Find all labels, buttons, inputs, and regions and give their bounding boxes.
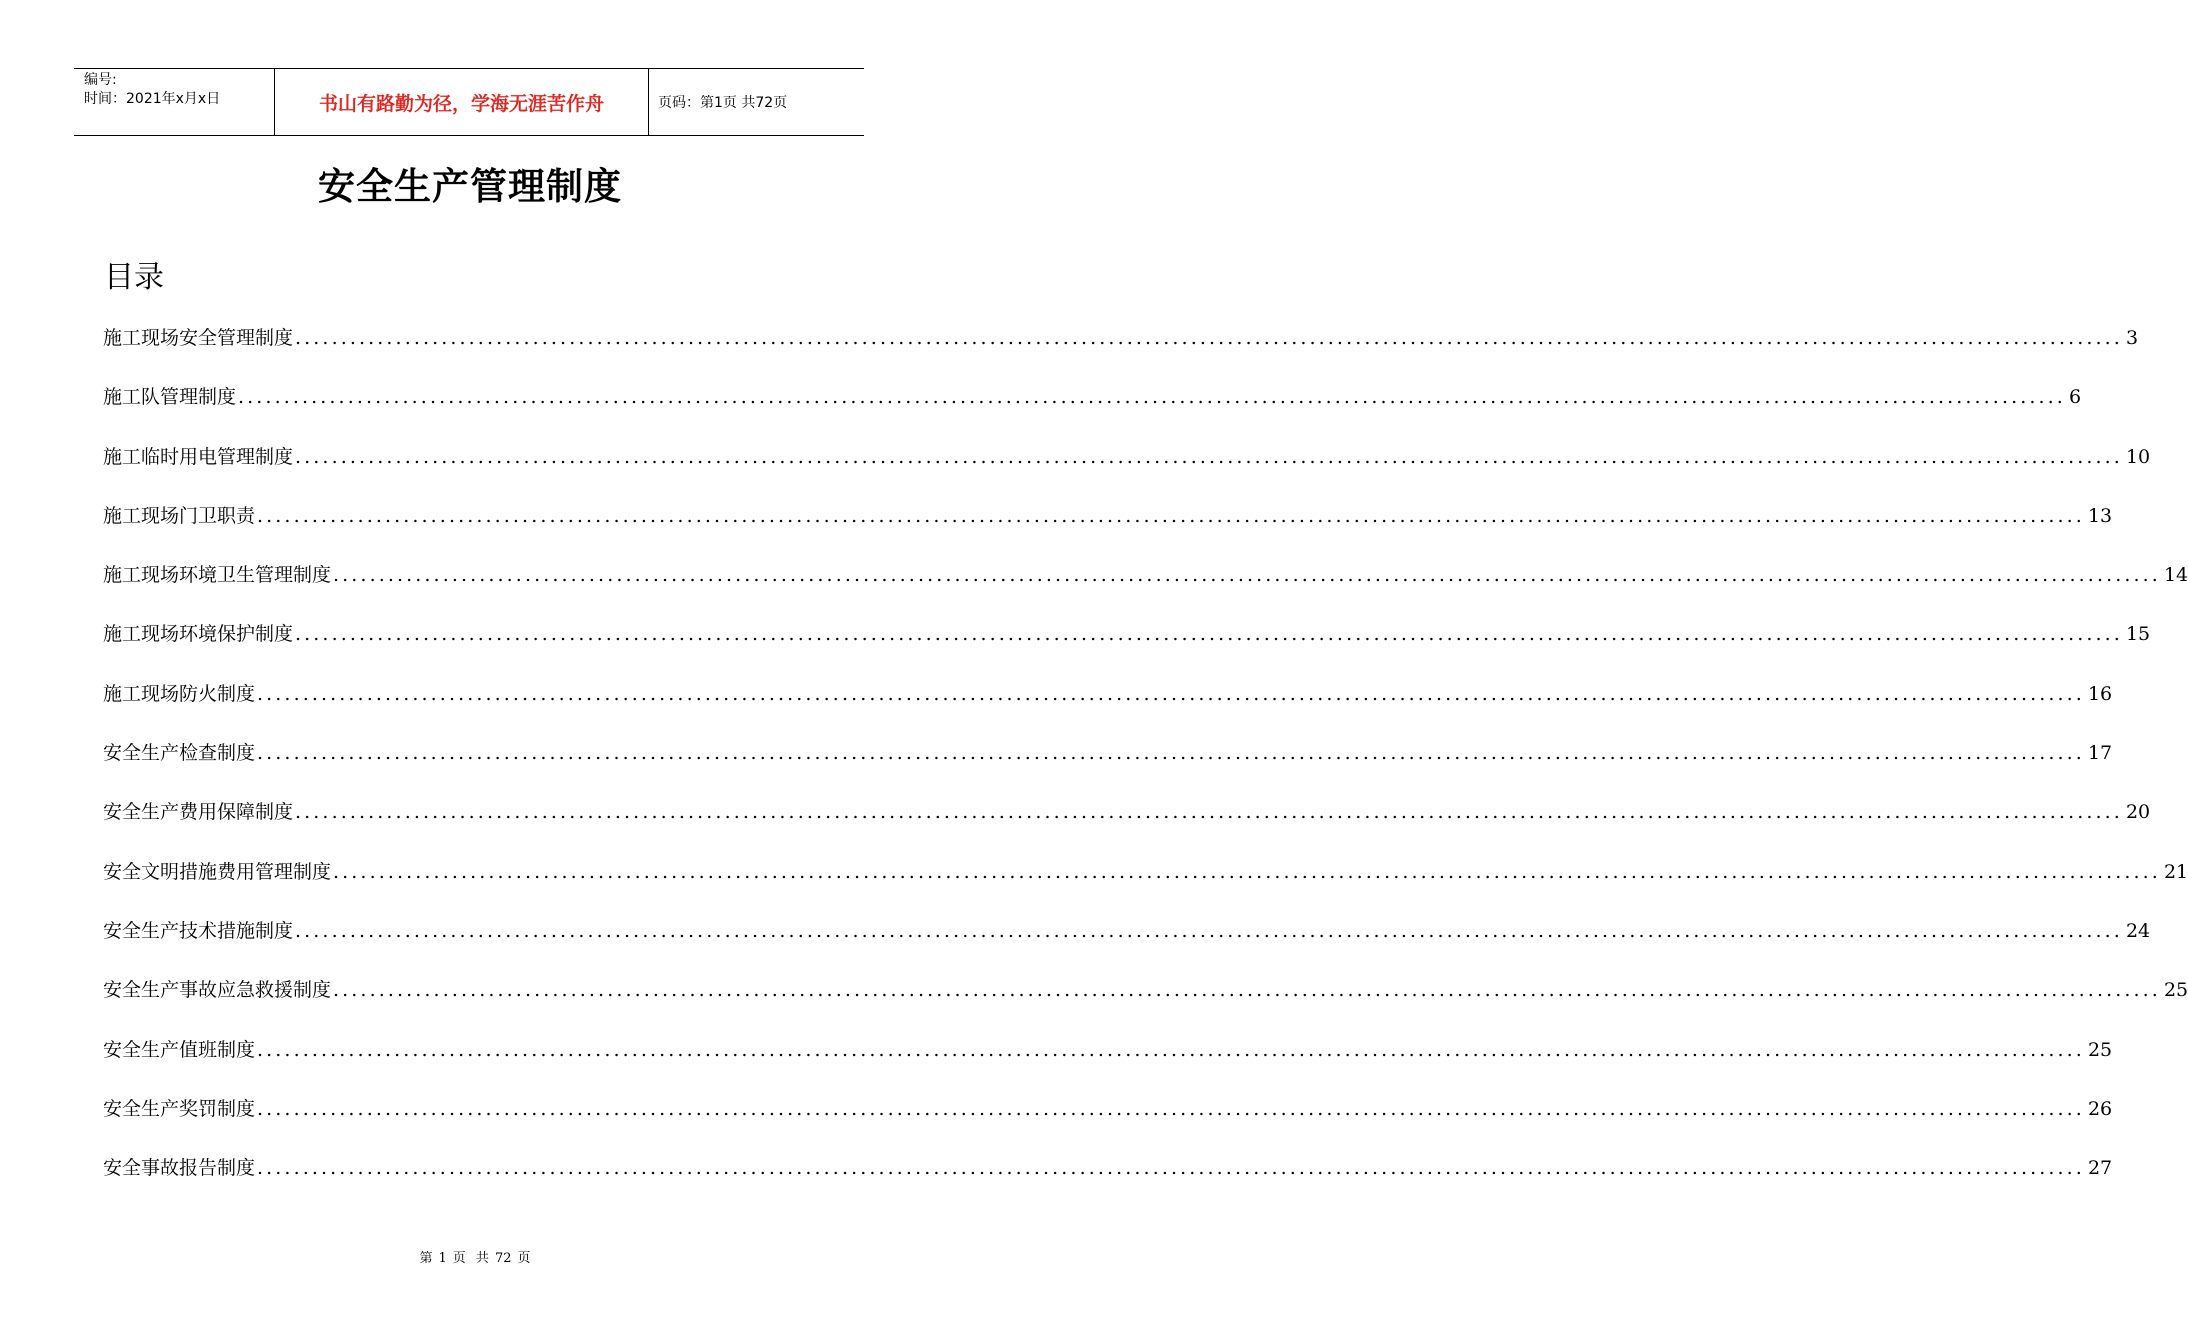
footer-current-page: 1: [438, 1251, 447, 1266]
toc-dot-leader: ........................................................................................................................................................................................................: [257, 1038, 2085, 1061]
toc-entry-label: 施工现场环境卫生管理制度: [103, 564, 332, 587]
toc-entry[interactable]: [103, 380, 2082, 439]
page-header: [74, 68, 864, 136]
toc-dot-leader: ........................................................................................................................................................................................................: [257, 742, 2085, 765]
toc-dot-leader: ........................................................................................................................................................................................................: [257, 1157, 2085, 1180]
toc-dot-leader: ........................................................................................................................................................................................................: [257, 1097, 2085, 1120]
toc-entry-label: 安全文明措施费用管理制度: [103, 860, 332, 883]
toc-entry-label: 安全生产费用保障制度: [103, 801, 294, 824]
toc-entry-page: 3: [2125, 327, 2139, 349]
toc-entry-label: 施工现场防火制度: [103, 682, 256, 705]
toc-entry-label: 安全生产检查制度: [103, 742, 256, 765]
toc-entry[interactable]: [103, 558, 2188, 617]
document-number-label: 编号:: [84, 72, 117, 88]
header-meta: [74, 69, 275, 135]
table-of-contents: [103, 321, 2188, 1210]
toc-entry-label: 安全生产事故应急救援制度: [103, 979, 332, 1002]
toc-dot-leader: ........................................................................................................................................................................................................: [238, 386, 2066, 409]
footer-suffix: 页: [517, 1251, 531, 1266]
toc-heading: 目录: [104, 260, 164, 295]
toc-entry-page: 10: [2125, 445, 2151, 468]
toc-entry[interactable]: [103, 677, 2113, 736]
header-page-info: 页码：第1页 共72页: [658, 95, 788, 111]
toc-entry[interactable]: [103, 973, 2188, 1032]
toc-entry-label: 施工现场门卫职责: [103, 504, 256, 527]
toc-entry-label: 安全事故报告制度: [103, 1157, 256, 1180]
toc-entry[interactable]: [103, 617, 2151, 676]
toc-dot-leader: ........................................................................................................................................................................................................: [333, 564, 2161, 587]
toc-dot-leader: ........................................................................................................................................................................................................: [295, 327, 2123, 349]
toc-entry-label: 施工临时用电管理制度: [103, 445, 294, 468]
toc-entry-page: 25: [2163, 979, 2188, 1002]
document-title: 安全生产管理制度: [318, 165, 622, 208]
toc-entry-label: 安全生产奖罚制度: [103, 1097, 256, 1120]
toc-dot-leader: ........................................................................................................................................................................................................: [333, 860, 2161, 883]
toc-entry[interactable]: [103, 1092, 2113, 1151]
toc-dot-leader: ........................................................................................................................................................................................................: [333, 979, 2161, 1002]
document-date: 时间：2021年x月x日: [84, 91, 221, 107]
toc-entry-page: 20: [2125, 801, 2151, 824]
toc-dot-leader: ........................................................................................................................................................................................................: [295, 623, 2123, 646]
toc-entry-label: 安全生产值班制度: [103, 1038, 256, 1061]
toc-entry-page: 14: [2163, 564, 2188, 587]
toc-entry[interactable]: [103, 499, 2113, 558]
toc-entry[interactable]: [103, 1151, 2113, 1210]
toc-entry[interactable]: [103, 855, 2188, 914]
toc-entry-label: 施工队管理制度: [103, 386, 237, 409]
toc-dot-leader: ........................................................................................................................................................................................................: [295, 445, 2123, 468]
header-motto: 书山有路勤为径，学海无涯苦作舟: [275, 69, 649, 135]
toc-entry[interactable]: [103, 1033, 2113, 1092]
page-footer: [0, 1247, 950, 1266]
toc-entry-page: 6: [2068, 386, 2082, 409]
toc-entry-page: 26: [2087, 1097, 2113, 1120]
toc-entry-label: 施工现场安全管理制度: [103, 327, 294, 349]
toc-entry-page: 16: [2087, 682, 2113, 705]
toc-entry[interactable]: [103, 736, 2113, 795]
toc-entry[interactable]: [103, 321, 2139, 380]
toc-entry-page: 17: [2087, 742, 2113, 765]
footer-prefix: 第: [419, 1251, 433, 1266]
toc-entry-page: 21: [2163, 860, 2188, 883]
toc-entry[interactable]: [103, 440, 2151, 499]
toc-dot-leader: ........................................................................................................................................................................................................: [257, 504, 2085, 527]
toc-entry-page: 27: [2087, 1157, 2113, 1180]
toc-entry-page: 13: [2087, 504, 2113, 527]
toc-dot-leader: ........................................................................................................................................................................................................: [257, 682, 2085, 705]
toc-entry-page: 15: [2125, 623, 2151, 646]
toc-dot-leader: ........................................................................................................................................................................................................: [295, 919, 2123, 942]
toc-entry[interactable]: [103, 795, 2151, 854]
toc-entry-label: 安全生产技术措施制度: [103, 919, 294, 942]
toc-entry-label: 施工现场环境保护制度: [103, 623, 294, 646]
toc-dot-leader: ........................................................................................................................................................................................................: [295, 801, 2123, 824]
toc-entry[interactable]: [103, 914, 2151, 973]
footer-total-pages: 72: [494, 1251, 512, 1266]
toc-entry-page: 25: [2087, 1038, 2113, 1061]
footer-mid: 页 共: [452, 1251, 489, 1266]
toc-entry-page: 24: [2125, 919, 2151, 942]
